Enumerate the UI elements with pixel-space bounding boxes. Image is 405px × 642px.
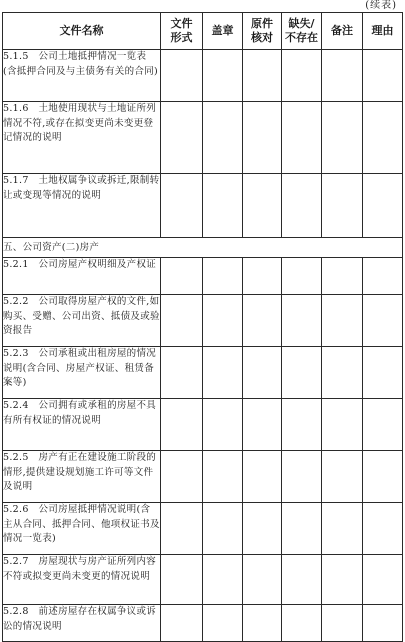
row-item-text: 5.2.3 公司承租或出租房屋的情况说明(含合同、房屋产权证、租赁备案等) bbox=[3, 347, 161, 399]
table-row bbox=[3, 258, 403, 295]
header-file-form: 文件 形式 bbox=[161, 13, 203, 50]
row-item-text: 5.2.1 公司房屋产权明细及产权证 bbox=[3, 258, 161, 295]
cell-remark[interactable] bbox=[322, 451, 363, 503]
section-row bbox=[3, 238, 403, 258]
cell-seal[interactable] bbox=[203, 451, 243, 503]
cell-remark[interactable] bbox=[322, 399, 363, 451]
cell-seal[interactable] bbox=[203, 347, 243, 399]
cell-seal[interactable] bbox=[203, 555, 243, 605]
table-row bbox=[3, 399, 403, 451]
row-item-text: 5.2.7 房屋现状与房产证所列内容不符或拟变更尚未变更的情况说明 bbox=[3, 555, 161, 605]
cell-file-form[interactable] bbox=[161, 555, 203, 605]
cell-remark[interactable] bbox=[322, 503, 363, 555]
cell-original-check[interactable] bbox=[243, 451, 282, 503]
cell-file-form[interactable] bbox=[161, 258, 203, 295]
cell-original-check[interactable] bbox=[243, 102, 282, 174]
cell-missing[interactable] bbox=[282, 258, 322, 295]
cell-missing[interactable] bbox=[282, 295, 322, 347]
cell-remark[interactable] bbox=[322, 174, 363, 238]
cell-original-check[interactable] bbox=[243, 605, 282, 642]
cell-seal[interactable] bbox=[203, 295, 243, 347]
cell-seal[interactable] bbox=[203, 503, 243, 555]
table-header-row bbox=[3, 13, 403, 50]
cell-remark[interactable] bbox=[322, 50, 363, 102]
row-item-text: 5.1.6 土地使用现状与土地证所列情况不符,或存在拟变更尚未变更登记情况的说明 bbox=[3, 102, 161, 174]
cell-missing[interactable] bbox=[282, 555, 322, 605]
cell-reason[interactable] bbox=[363, 555, 403, 605]
cell-missing[interactable] bbox=[282, 399, 322, 451]
cell-file-form[interactable] bbox=[161, 174, 203, 238]
header-reason: 理由 bbox=[363, 13, 403, 50]
header-seal: 盖章 bbox=[203, 13, 243, 50]
cell-missing[interactable] bbox=[282, 174, 322, 238]
cell-original-check[interactable] bbox=[243, 555, 282, 605]
header-remark: 备注 bbox=[322, 13, 363, 50]
cell-original-check[interactable] bbox=[243, 174, 282, 238]
table-row bbox=[3, 451, 403, 503]
cell-reason[interactable] bbox=[363, 295, 403, 347]
cell-missing[interactable] bbox=[282, 503, 322, 555]
cell-reason[interactable] bbox=[363, 102, 403, 174]
cell-remark[interactable] bbox=[322, 347, 363, 399]
cell-file-form[interactable] bbox=[161, 102, 203, 174]
cell-seal[interactable] bbox=[203, 102, 243, 174]
cell-reason[interactable] bbox=[363, 50, 403, 102]
table-row bbox=[3, 295, 403, 347]
continued-label: (续表) bbox=[365, 0, 397, 11]
cell-seal[interactable] bbox=[203, 174, 243, 238]
cell-remark[interactable] bbox=[322, 102, 363, 174]
table-row bbox=[3, 174, 403, 238]
cell-reason[interactable] bbox=[363, 605, 403, 642]
cell-file-form[interactable] bbox=[161, 50, 203, 102]
cell-file-form[interactable] bbox=[161, 503, 203, 555]
table-row bbox=[3, 102, 403, 174]
row-item-text: 5.1.5 公司土地抵押情况一览表(含抵押合同及与主债务有关的合同) bbox=[3, 50, 161, 102]
cell-missing[interactable] bbox=[282, 50, 322, 102]
cell-original-check[interactable] bbox=[243, 399, 282, 451]
cell-file-form[interactable] bbox=[161, 451, 203, 503]
cell-remark[interactable] bbox=[322, 555, 363, 605]
cell-original-check[interactable] bbox=[243, 50, 282, 102]
row-item-text: 5.2.5 房产有正在建设施工阶段的情形,提供建设规划施工许可等文件及说明 bbox=[3, 451, 161, 503]
table-row bbox=[3, 50, 403, 102]
table-row bbox=[3, 555, 403, 605]
table-row bbox=[3, 347, 403, 399]
cell-reason[interactable] bbox=[363, 347, 403, 399]
cell-reason[interactable] bbox=[363, 451, 403, 503]
cell-original-check[interactable] bbox=[243, 347, 282, 399]
row-item-text: 5.1.7 土地权属争议或拆迁,限制转让或变现等情况的说明 bbox=[3, 174, 161, 238]
cell-file-form[interactable] bbox=[161, 295, 203, 347]
header-file-name: 文件名称 bbox=[3, 13, 161, 50]
cell-missing[interactable] bbox=[282, 102, 322, 174]
table-row bbox=[3, 503, 403, 555]
cell-reason[interactable] bbox=[363, 503, 403, 555]
cell-file-form[interactable] bbox=[161, 399, 203, 451]
cell-remark[interactable] bbox=[322, 295, 363, 347]
cell-missing[interactable] bbox=[282, 451, 322, 503]
cell-seal[interactable] bbox=[203, 399, 243, 451]
cell-original-check[interactable] bbox=[243, 295, 282, 347]
cell-file-form[interactable] bbox=[161, 605, 203, 642]
cell-original-check[interactable] bbox=[243, 258, 282, 295]
cell-file-form[interactable] bbox=[161, 347, 203, 399]
header-original-check: 原件 核对 bbox=[243, 13, 282, 50]
row-item-text: 5.2.6 公司房屋抵押情况说明(含主从合同、抵押合同、他项权证书及情况一览表) bbox=[3, 503, 161, 555]
row-item-text: 5.2.4 公司拥有或承租的房屋不具有所有权证的情况说明 bbox=[3, 399, 161, 451]
cell-missing[interactable] bbox=[282, 605, 322, 642]
cell-remark[interactable] bbox=[322, 605, 363, 642]
cell-seal[interactable] bbox=[203, 258, 243, 295]
cell-reason[interactable] bbox=[363, 174, 403, 238]
section-heading: 五、公司资产(二)房产 bbox=[3, 238, 403, 258]
row-item-text: 5.2.2 公司取得房屋产权的文件,如购买、受赠、公司出资、抵债及或验资报告 bbox=[3, 295, 161, 347]
document-checklist-table bbox=[2, 12, 403, 642]
cell-original-check[interactable] bbox=[243, 503, 282, 555]
cell-missing[interactable] bbox=[282, 347, 322, 399]
cell-seal[interactable] bbox=[203, 50, 243, 102]
header-missing: 缺失/ 不存在 bbox=[282, 13, 322, 50]
table-row bbox=[3, 605, 403, 642]
cell-remark[interactable] bbox=[322, 258, 363, 295]
cell-reason[interactable] bbox=[363, 399, 403, 451]
cell-reason[interactable] bbox=[363, 258, 403, 295]
cell-seal[interactable] bbox=[203, 605, 243, 642]
row-item-text: 5.2.8 前述房屋存在权属争议或诉讼的情况说明 bbox=[3, 605, 161, 642]
